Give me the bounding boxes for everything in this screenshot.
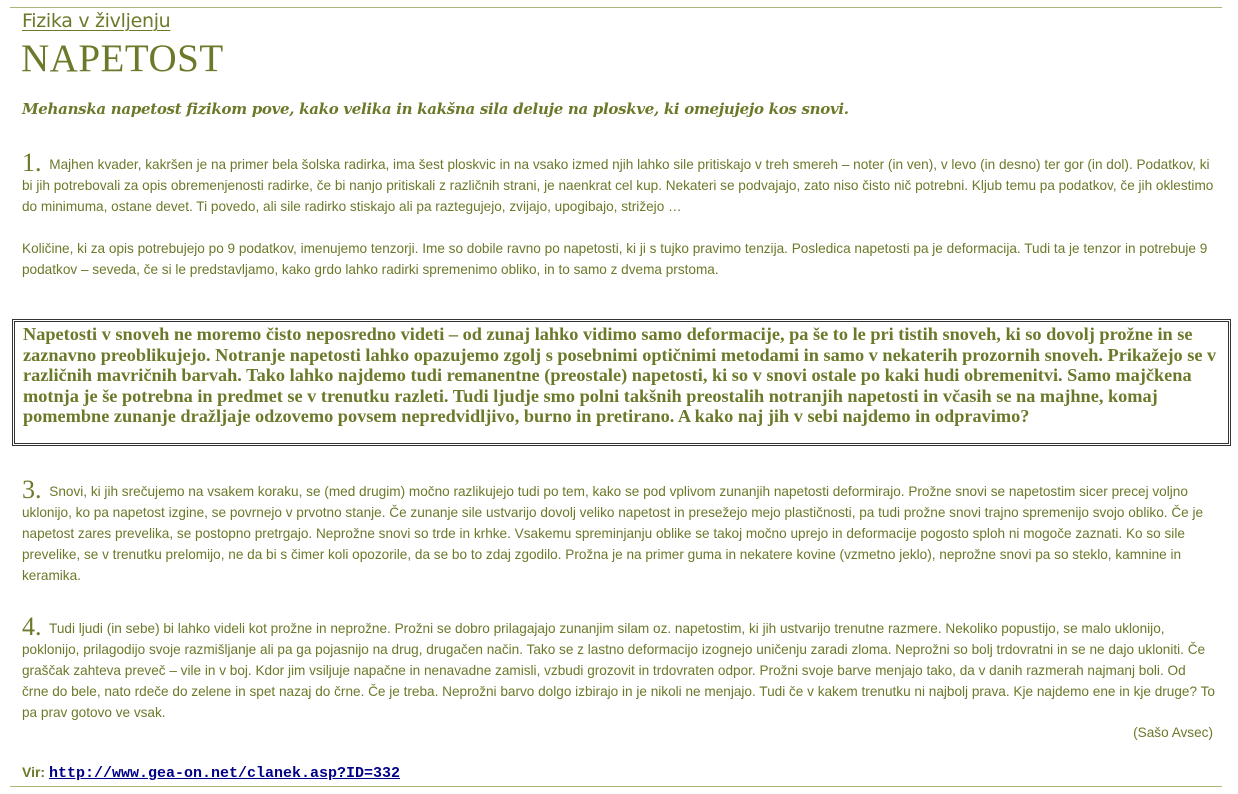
- highlight-box: [12, 319, 1231, 446]
- section-1: [22, 148, 1215, 217]
- section-4-number: 4.: [22, 612, 42, 641]
- section-1-number: 1.: [22, 148, 42, 177]
- section-3-number: 3.: [22, 475, 42, 504]
- section-kicker: Fizika v življenju: [22, 10, 171, 32]
- source-label: Vir:: [22, 764, 46, 780]
- page-title: NAPETOST: [21, 37, 224, 80]
- section-1-text: Majhen kvader, kakršen je na primer bela šolska radirka, ima šest ploskvic in na vsako izmed njih lahko sile pritiskajo v treh smereh – noter (in ven), v levo (in desno) ter gor (in dol). Podatkov, ki bi jih potrebovali za opis obremenjenosti radirke, če bi nanjo pritiskali z različnih strani, je naenkrat cel kup. Nekateri se podvajajo, zato niso čisto nič potrebni. Kljub temu pa podatkov, če jih oklestimo do minimuma, ostane devet. Ti povedo, ali sile radirko stiskajo ali pa raztegujejo, zvijajo, upogibajo, strižejo …: [22, 157, 1214, 214]
- section-3-text: Snovi, ki jih srečujemo na vsakem koraku, se (med drugim) močno razlikujejo tudi po tem, kako se pod vplivom zunanjih napetosti deformirajo. Prožne snovi se napetostim sicer precej voljno uklonijo, ko pa napetost izgine, se povrnejo v prvotno stanje. Če zunanje sile ustvarijo dovolj veliko napetost in presežejo mejo plastičnosti, pa tudi prožne snovi trajno spremenijo svojo obliko. Če je napetost zares prevelika, se postopno pretrgajo. Neprožne snovi so trde in krhke. Vsakemu spreminjanju oblike se takoj močno uprejo in deformacije pogosto sploh ni mogoče zaznati. Ko so sile prevelike, se v trenutku prelomijo, ne da bi s čimer koli opozorile, da se bo to zdaj zgodilo. Prožna je na primer guma in nekatere kovine (vzmetno jeklo), neprožne snovi pa so steklo, kamnine in keramika.: [22, 484, 1204, 583]
- bottom-rule: [10, 786, 1222, 787]
- highlight-text: Napetosti v snoveh ne moremo čisto neposredno videti – od zunaj lahko vidimo samo deformacije, pa še to le pri tistih snoveh, ki so dovolj prožne in se zaznavno preoblikujejo. Notranje napetosti lahko opazujemo zgolj s posebnimi optičnimi metodami in samo v nekaterih prozornih snoveh. Prikažejo se v različnih mavričnih barvah. Tako lahko najdemo tudi remanentne (preostale) napetosti, ki so v snovi ostale po kaki hudi obremenitvi. Samo majčkena motnja je še potrebna in predmet se v trenutku razleti. Tudi ljudje smo polni takšnih preostalih notranjih napetosti in včasih se na majhne, komaj pomembne zunanje dražljaje odzovemo povsem nepredvidljivo, burno in pretirano. A kako naj jih v sebi najdemo in odpravimo?: [23, 324, 1217, 427]
- section-1-continued: Količine, ki za opis potrebujejo po 9 podatkov, imenujemo tenzorji. Ime so dobile ravno po napetosti, ki ji s tujko pravimo tenzija. Posledica napetosti pa je deformacija. Tudi ta je tenzor in potrebuje 9 podatkov – seveda, če si le predstavljamo, kako grdo lahko radirki spremenimo obliko, in to samo z dvema prstoma.: [22, 241, 1208, 277]
- top-rule: [10, 7, 1222, 8]
- source-link[interactable]: http://www.gea-on.net/clanek.asp?ID=332: [48, 765, 401, 782]
- lead-paragraph: Mehanska napetost fizikom pove, kako velika in kakšna sila deluje na ploskve, ki omejujejo kos snovi.: [22, 100, 849, 118]
- source-line: [22, 762, 400, 784]
- section-4: [22, 612, 1215, 723]
- section-3: [22, 475, 1215, 586]
- section-4-text: Tudi ljudi (in sebe) bi lahko videli kot prožne in neprožne. Prožni se dobro prilagajajo zunanjim silam oz. napetostim, ki jih ustvarijo trenutne razmere. Nekoliko popustijo, se malo uklonijo, poklonijo, prilagodijo svoje razmišljanje ali pa ga pojasnijo na drug, drugačen način. Tako se z lastno deformacijo izognejo uničenju zaradi zloma. Neprožni so bolj trdovratni in se ne dajo ukloniti. Če graščak zahteva preveč – vile in v boj. Kdor jim vsiljuje napačne in nenavadne zamisli, vzbudi grozovit in trdovraten odpor. Prožni svoje barve menjajo tako, da v danih razmerah najmanj boli. Od črne do bele, nato rdeče do zelene in spet nazaj do črne. Če je treba. Neprožni barvo dolgo izbirajo in je nikoli ne menjajo. Tudi če v kakem trenutku ni najbolj prava. Kje najdemo ene in kje druge? To pa prav gotovo ve vsak.: [22, 621, 1215, 720]
- author-credit: (Sašo Avsec): [1133, 725, 1213, 740]
